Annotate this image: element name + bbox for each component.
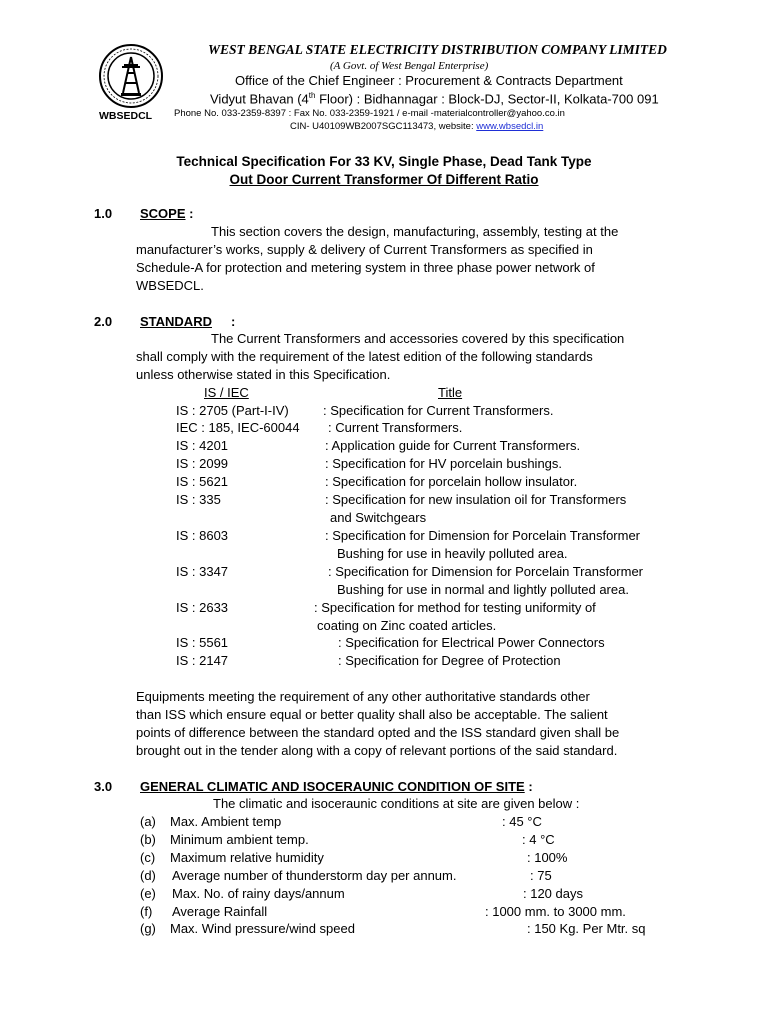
- scope-line: This section covers the design, manufacturing, assembly, testing at the: [211, 224, 619, 239]
- climate-name: Average number of thunderstorm day per annum.: [172, 868, 457, 883]
- climate-name: Average Rainfall: [172, 904, 268, 919]
- climate-label: (a): [140, 814, 156, 829]
- wbsedcl-logo: [98, 43, 164, 109]
- address-line: Vidyut Bhavan (4th Floor) : Bidhannagar : Block-DJ, Sector-II, Kolkata-700 091: [210, 91, 659, 107]
- std-code: IS : 335: [176, 492, 221, 507]
- climate-intro: The climatic and isoceraunic conditions at site are given below :: [213, 796, 580, 811]
- std-code: IS : 4201: [176, 438, 229, 453]
- scope-line: manufacturer’s works, supply & delivery of Current Transformers as specified in: [136, 242, 593, 257]
- cin-text: CIN- U40109WB2007SGC113473, website:: [290, 121, 477, 132]
- website-link[interactable]: www.wbsedcl.in: [476, 121, 544, 132]
- logo-label: WBSEDCL: [99, 110, 153, 122]
- standard-line: unless otherwise stated in this Specification.: [136, 367, 391, 382]
- climate-name: Minimum ambient temp.: [170, 832, 309, 847]
- climate-name: Max. Wind pressure/wind speed: [170, 921, 355, 936]
- phone-line: Phone No. 033-2359-8397 : Fax No. 033-2359-1921 / e-mail -materialcontroller@yahoo.co.in: [174, 108, 565, 119]
- standard-heading: STANDARD: [140, 314, 212, 329]
- cin-line: [290, 121, 543, 132]
- std-code: IS : 2099: [176, 456, 229, 471]
- standard-line: The Current Transformers and accessories covered by this specification: [211, 331, 625, 346]
- std-desc: : Specification for method for testing uniformity of: [314, 600, 596, 615]
- climate-label: (f): [140, 904, 153, 919]
- scope-line: WBSEDCL.: [136, 278, 204, 293]
- std-code: IS : 3347: [176, 564, 229, 579]
- standard-para: Equipments meeting the requirement of any other authoritative standards other: [136, 689, 590, 704]
- standard-number: 2.0: [94, 314, 113, 329]
- scope-number: 1.0: [94, 206, 113, 221]
- climate-value: : 75: [530, 868, 552, 883]
- std-desc: : Specification for HV porcelain bushings.: [325, 456, 563, 471]
- office-line: Office of the Chief Engineer : Procurement & Contracts Department: [235, 73, 623, 88]
- climate-label: (d): [140, 868, 156, 883]
- climate-heading-wrap: [140, 779, 533, 794]
- govt-subtitle: (A Govt. of West Bengal Enterprise): [330, 60, 489, 72]
- std-code: IS : 5621: [176, 474, 229, 489]
- climate-name: Maximum relative humidity: [170, 850, 324, 865]
- col-header-is: IS / IEC: [204, 385, 249, 400]
- climate-value: : 100%: [527, 850, 568, 865]
- std-code: IS : 2633: [176, 600, 229, 615]
- climate-value: : 1000 mm. to 3000 mm.: [485, 904, 626, 919]
- climate-label: (b): [140, 832, 156, 847]
- std-desc: : Specification for porcelain hollow insulator.: [325, 474, 578, 489]
- climate-label: (g): [140, 921, 156, 936]
- climate-value: : 45 °C: [502, 814, 542, 829]
- col-header-title: Title: [438, 385, 463, 400]
- std-desc: : Specification for Current Transformers.: [323, 403, 554, 418]
- std-code: IS : 2147: [176, 653, 229, 668]
- company-name: WEST BENGAL STATE ELECTRICITY DISTRIBUTION COMPANY LIMITED: [208, 42, 667, 57]
- std-desc-cont: Bushing for use in normal and lightly polluted area.: [337, 582, 629, 597]
- climate-colon: :: [524, 779, 533, 794]
- doc-title-line1: Technical Specification For 33 KV, Single Phase, Dead Tank Type: [176, 154, 592, 169]
- standard-para: than ISS which ensure equal or better quality shall also be acceptable. The salient: [136, 707, 608, 722]
- climate-value: : 120 days: [523, 886, 583, 901]
- std-desc: : Specification for Degree of Protection: [338, 653, 561, 668]
- climate-label: (c): [140, 850, 156, 865]
- climate-value: : 150 Kg. Per Mtr. sq: [527, 921, 646, 936]
- climate-name: Max. No. of rainy days/annum: [172, 886, 345, 901]
- std-code: IS : 2705 (Part-I-IV): [176, 403, 289, 418]
- std-code: IEC : 185, IEC-60044: [176, 420, 300, 435]
- std-desc: : Current Transformers.: [328, 420, 463, 435]
- standard-para: points of difference between the standard opted and the ISS standard given shall be: [136, 725, 620, 740]
- climate-number: 3.0: [94, 779, 113, 794]
- climate-value: : 4 °C: [522, 832, 555, 847]
- std-desc: : Specification for Electrical Power Connectors: [338, 635, 605, 650]
- std-desc-cont: and Switchgears: [330, 510, 427, 525]
- scope-colon: :: [185, 206, 194, 221]
- climate-heading: GENERAL CLIMATIC AND ISOCERAUNIC CONDITION OF SITE: [140, 779, 525, 794]
- std-desc-cont: coating on Zinc coated articles.: [317, 618, 497, 633]
- std-desc: : Specification for Dimension for Porcelain Transformer: [325, 528, 641, 543]
- scope-line: Schedule-A for protection and metering system in three phase power network of: [136, 260, 595, 275]
- std-desc-cont: Bushing for use in heavily polluted area.: [337, 546, 568, 561]
- std-desc: : Specification for Dimension for Porcelain Transformer: [328, 564, 644, 579]
- climate-name: Max. Ambient temp: [170, 814, 282, 829]
- std-code: IS : 8603: [176, 528, 229, 543]
- scope-heading: SCOPE: [140, 206, 186, 221]
- std-desc: : Application guide for Current Transformers.: [325, 438, 581, 453]
- standard-colon: :: [231, 314, 236, 329]
- std-desc: : Specification for new insulation oil for Transformers: [325, 492, 627, 507]
- climate-label: (e): [140, 886, 156, 901]
- scope-heading-wrap: [140, 206, 193, 221]
- std-code: IS : 5561: [176, 635, 229, 650]
- standard-para: brought out in the tender along with a copy of relevant portions of the said standard.: [136, 743, 618, 758]
- doc-title-line2: Out Door Current Transformer Of Different Ratio: [229, 172, 539, 187]
- standard-line: shall comply with the requirement of the latest edition of the following standards: [136, 349, 593, 364]
